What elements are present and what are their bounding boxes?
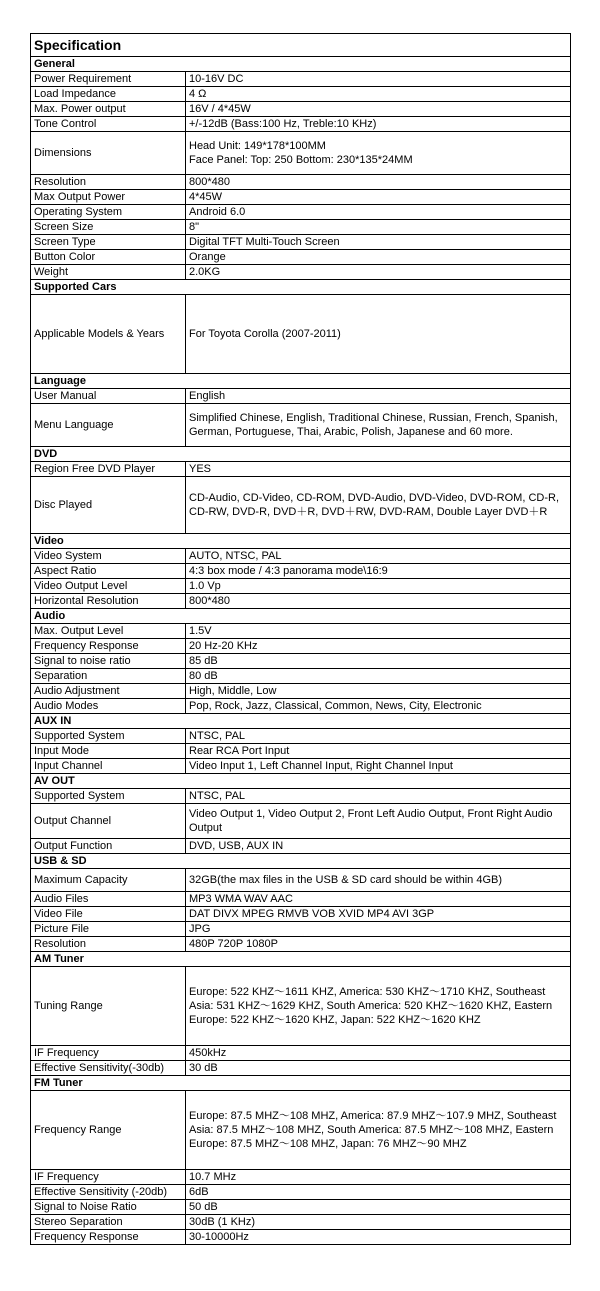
spec-label: Region Free DVD Player xyxy=(31,462,186,477)
spec-value: JPG xyxy=(186,922,571,937)
spec-value: 480P 720P 1080P xyxy=(186,937,571,952)
spec-value: 4 Ω xyxy=(186,87,571,102)
table-row xyxy=(31,265,571,280)
table-row xyxy=(31,190,571,205)
spec-value: 450kHz xyxy=(186,1046,571,1061)
spec-label: Supported System xyxy=(31,729,186,744)
spec-label: Effective Sensitivity(-30db) xyxy=(31,1061,186,1076)
spec-label: Tuning Range xyxy=(31,967,186,1046)
spec-value: CD-Audio, CD-Video, CD-ROM, DVD-Audio, DVD-Video, DVD-ROM, CD-R, CD-RW, DVD-R, DVD＋R, DVD＋RW, DVD-RAM, Double Layer DVD＋R xyxy=(186,477,571,534)
spec-value: 10-16V DC xyxy=(186,72,571,87)
table-title-row xyxy=(31,34,571,57)
spec-label: Audio Modes xyxy=(31,699,186,714)
section-title: AV OUT xyxy=(31,774,571,789)
spec-label: Max. Power output xyxy=(31,102,186,117)
spec-label: Button Color xyxy=(31,250,186,265)
spec-value: 30 dB xyxy=(186,1061,571,1076)
spec-label: Video File xyxy=(31,907,186,922)
spec-label: Stereo Separation xyxy=(31,1215,186,1230)
table-row xyxy=(31,295,571,374)
table-row xyxy=(31,839,571,854)
section-title: Supported Cars xyxy=(31,280,571,295)
table-row xyxy=(31,102,571,117)
table-row xyxy=(31,699,571,714)
spec-label: Menu Language xyxy=(31,404,186,447)
table-row xyxy=(31,1061,571,1076)
spec-value: Europe: 522 KHZ～1611 KHZ, America: 530 KHZ～1710 KHZ, Southeast Asia: 531 KHZ～1629 KHZ, South America: 520 KHZ～1620 KHZ, Eastern Europe: 522 KHZ～1620 KHZ, Japan: 522 KHZ～1620 KHZ xyxy=(186,967,571,1046)
table-row xyxy=(31,220,571,235)
spec-value: Head Unit: 149*178*100MM Face Panel: Top: 250 Bottom: 230*135*24MM xyxy=(186,132,571,175)
spec-value: Digital TFT Multi-Touch Screen xyxy=(186,235,571,250)
spec-value: High, Middle, Low xyxy=(186,684,571,699)
table-row xyxy=(31,789,571,804)
table-row xyxy=(31,869,571,892)
section-header-row xyxy=(31,374,571,389)
section-header-row xyxy=(31,57,571,72)
section-title: FM Tuner xyxy=(31,1076,571,1091)
section-title: General xyxy=(31,57,571,72)
table-row xyxy=(31,564,571,579)
table-row xyxy=(31,804,571,839)
spec-value: 16V / 4*45W xyxy=(186,102,571,117)
table-row xyxy=(31,132,571,175)
table-row xyxy=(31,404,571,447)
spec-label: Max Output Power xyxy=(31,190,186,205)
section-title: Language xyxy=(31,374,571,389)
spec-label: Aspect Ratio xyxy=(31,564,186,579)
table-row xyxy=(31,922,571,937)
table-row xyxy=(31,1230,571,1245)
table-row xyxy=(31,477,571,534)
spec-label: Weight xyxy=(31,265,186,280)
table-row xyxy=(31,1185,571,1200)
table-row xyxy=(31,759,571,774)
table-row xyxy=(31,937,571,952)
spec-label: Maximum Capacity xyxy=(31,869,186,892)
spec-value: 32GB(the max files in the USB & SD card should be within 4GB) xyxy=(186,869,571,892)
table-row xyxy=(31,892,571,907)
spec-value: 30dB (1 KHz) xyxy=(186,1215,571,1230)
spec-label: Power Requirement xyxy=(31,72,186,87)
section-header-row xyxy=(31,534,571,549)
spec-value: DAT DIVX MPEG RMVB VOB XVID MP4 AVI 3GP xyxy=(186,907,571,922)
spec-value: 50 dB xyxy=(186,1200,571,1215)
spec-value: Android 6.0 xyxy=(186,205,571,220)
spec-value: Orange xyxy=(186,250,571,265)
spec-label: Audio Files xyxy=(31,892,186,907)
section-header-row xyxy=(31,774,571,789)
table-row xyxy=(31,624,571,639)
spec-value: 800*480 xyxy=(186,175,571,190)
table-row xyxy=(31,654,571,669)
table-row xyxy=(31,235,571,250)
table-row xyxy=(31,684,571,699)
section-title: USB & SD xyxy=(31,854,571,869)
spec-value: AUTO, NTSC, PAL xyxy=(186,549,571,564)
table-row xyxy=(31,549,571,564)
table-row xyxy=(31,1215,571,1230)
spec-value: English xyxy=(186,389,571,404)
spec-label: Horizontal Resolution xyxy=(31,594,186,609)
spec-value: 80 dB xyxy=(186,669,571,684)
spec-label: Supported System xyxy=(31,789,186,804)
section-title: Video xyxy=(31,534,571,549)
spec-label: Input Channel xyxy=(31,759,186,774)
table-row xyxy=(31,117,571,132)
spec-label: Video Output Level xyxy=(31,579,186,594)
spec-label: Audio Adjustment xyxy=(31,684,186,699)
spec-label: Tone Control xyxy=(31,117,186,132)
table-title: Specification xyxy=(31,34,571,57)
table-row xyxy=(31,579,571,594)
table-row xyxy=(31,462,571,477)
table-row xyxy=(31,72,571,87)
spec-value: Rear RCA Port Input xyxy=(186,744,571,759)
spec-label: Screen Size xyxy=(31,220,186,235)
spec-label: Frequency Range xyxy=(31,1091,186,1170)
spec-label: Output Channel xyxy=(31,804,186,839)
spec-label: Load Impedance xyxy=(31,87,186,102)
specification-table xyxy=(30,33,571,1245)
section-title: AUX IN xyxy=(31,714,571,729)
spec-label: Frequency Response xyxy=(31,639,186,654)
spec-label: IF Frequency xyxy=(31,1046,186,1061)
spec-label: Resolution xyxy=(31,937,186,952)
spec-value: 1.5V xyxy=(186,624,571,639)
spec-value: DVD, USB, AUX IN xyxy=(186,839,571,854)
spec-label: Disc Played xyxy=(31,477,186,534)
section-header-row xyxy=(31,1076,571,1091)
spec-label: Applicable Models & Years xyxy=(31,295,186,374)
table-row xyxy=(31,729,571,744)
spec-label: Signal to Noise Ratio xyxy=(31,1200,186,1215)
spec-value: Video Input 1, Left Channel Input, Right Channel Input xyxy=(186,759,571,774)
spec-value: 30-10000Hz xyxy=(186,1230,571,1245)
table-row xyxy=(31,594,571,609)
table-row xyxy=(31,1170,571,1185)
table-row xyxy=(31,389,571,404)
spec-value: For Toyota Corolla (2007-2011) xyxy=(186,295,571,374)
spec-label: Picture File xyxy=(31,922,186,937)
spec-value: NTSC, PAL xyxy=(186,789,571,804)
section-header-row xyxy=(31,609,571,624)
section-title: Audio xyxy=(31,609,571,624)
table-row xyxy=(31,639,571,654)
spec-value: 800*480 xyxy=(186,594,571,609)
section-title: DVD xyxy=(31,447,571,462)
spec-label: Video System xyxy=(31,549,186,564)
spec-label: Output Function xyxy=(31,839,186,854)
spec-value: YES xyxy=(186,462,571,477)
spec-label: Resolution xyxy=(31,175,186,190)
spec-label: Separation xyxy=(31,669,186,684)
spec-label: User Manual xyxy=(31,389,186,404)
spec-value: 85 dB xyxy=(186,654,571,669)
spec-value: MP3 WMA WAV AAC xyxy=(186,892,571,907)
table-row xyxy=(31,744,571,759)
spec-value: 4:3 box mode / 4:3 panorama mode\16:9 xyxy=(186,564,571,579)
spec-value: 2.0KG xyxy=(186,265,571,280)
spec-label: Frequency Response xyxy=(31,1230,186,1245)
spec-label: Effective Sensitivity (-20db) xyxy=(31,1185,186,1200)
spec-value: 20 Hz-20 KHz xyxy=(186,639,571,654)
spec-label: Dimensions xyxy=(31,132,186,175)
section-title: AM Tuner xyxy=(31,952,571,967)
table-row xyxy=(31,907,571,922)
section-header-row xyxy=(31,447,571,462)
spec-value: Video Output 1, Video Output 2, Front Left Audio Output, Front Right Audio Output xyxy=(186,804,571,839)
spec-value: 1.0 Vp xyxy=(186,579,571,594)
table-row xyxy=(31,1046,571,1061)
table-row xyxy=(31,205,571,220)
section-header-row xyxy=(31,714,571,729)
table-row xyxy=(31,175,571,190)
table-row xyxy=(31,250,571,265)
spec-value: +/-12dB (Bass:100 Hz, Treble:10 KHz) xyxy=(186,117,571,132)
spec-label: Input Mode xyxy=(31,744,186,759)
spec-label: Max. Output Level xyxy=(31,624,186,639)
spec-value: 10.7 MHz xyxy=(186,1170,571,1185)
section-header-row xyxy=(31,280,571,295)
spec-value: 8" xyxy=(186,220,571,235)
table-row xyxy=(31,87,571,102)
spec-label: IF Frequency xyxy=(31,1170,186,1185)
spec-value: Europe: 87.5 MHZ～108 MHZ, America: 87.9 MHZ～107.9 MHZ, Southeast Asia: 87.5 MHZ～108 MHZ, South America: 87.5 MHZ～108 MHZ, Eastern Europe: 87.5 MHZ～108 MHZ, Japan: 76 MHZ～90 MHZ xyxy=(186,1091,571,1170)
spec-value: Pop, Rock, Jazz, Classical, Common, News, City, Electronic xyxy=(186,699,571,714)
spec-label: Operating System xyxy=(31,205,186,220)
table-row xyxy=(31,967,571,1046)
spec-value: Simplified Chinese, English, Traditional Chinese, Russian, French, Spanish, German, Portuguese, Thai, Arabic, Polish, Japanese and 60 more. xyxy=(186,404,571,447)
section-header-row xyxy=(31,952,571,967)
spec-value: 4*45W xyxy=(186,190,571,205)
table-row xyxy=(31,669,571,684)
table-row xyxy=(31,1091,571,1170)
spec-label: Screen Type xyxy=(31,235,186,250)
spec-value: NTSC, PAL xyxy=(186,729,571,744)
specification-table-body xyxy=(31,34,571,1245)
table-row xyxy=(31,1200,571,1215)
spec-value: 6dB xyxy=(186,1185,571,1200)
section-header-row xyxy=(31,854,571,869)
spec-label: Signal to noise ratio xyxy=(31,654,186,669)
